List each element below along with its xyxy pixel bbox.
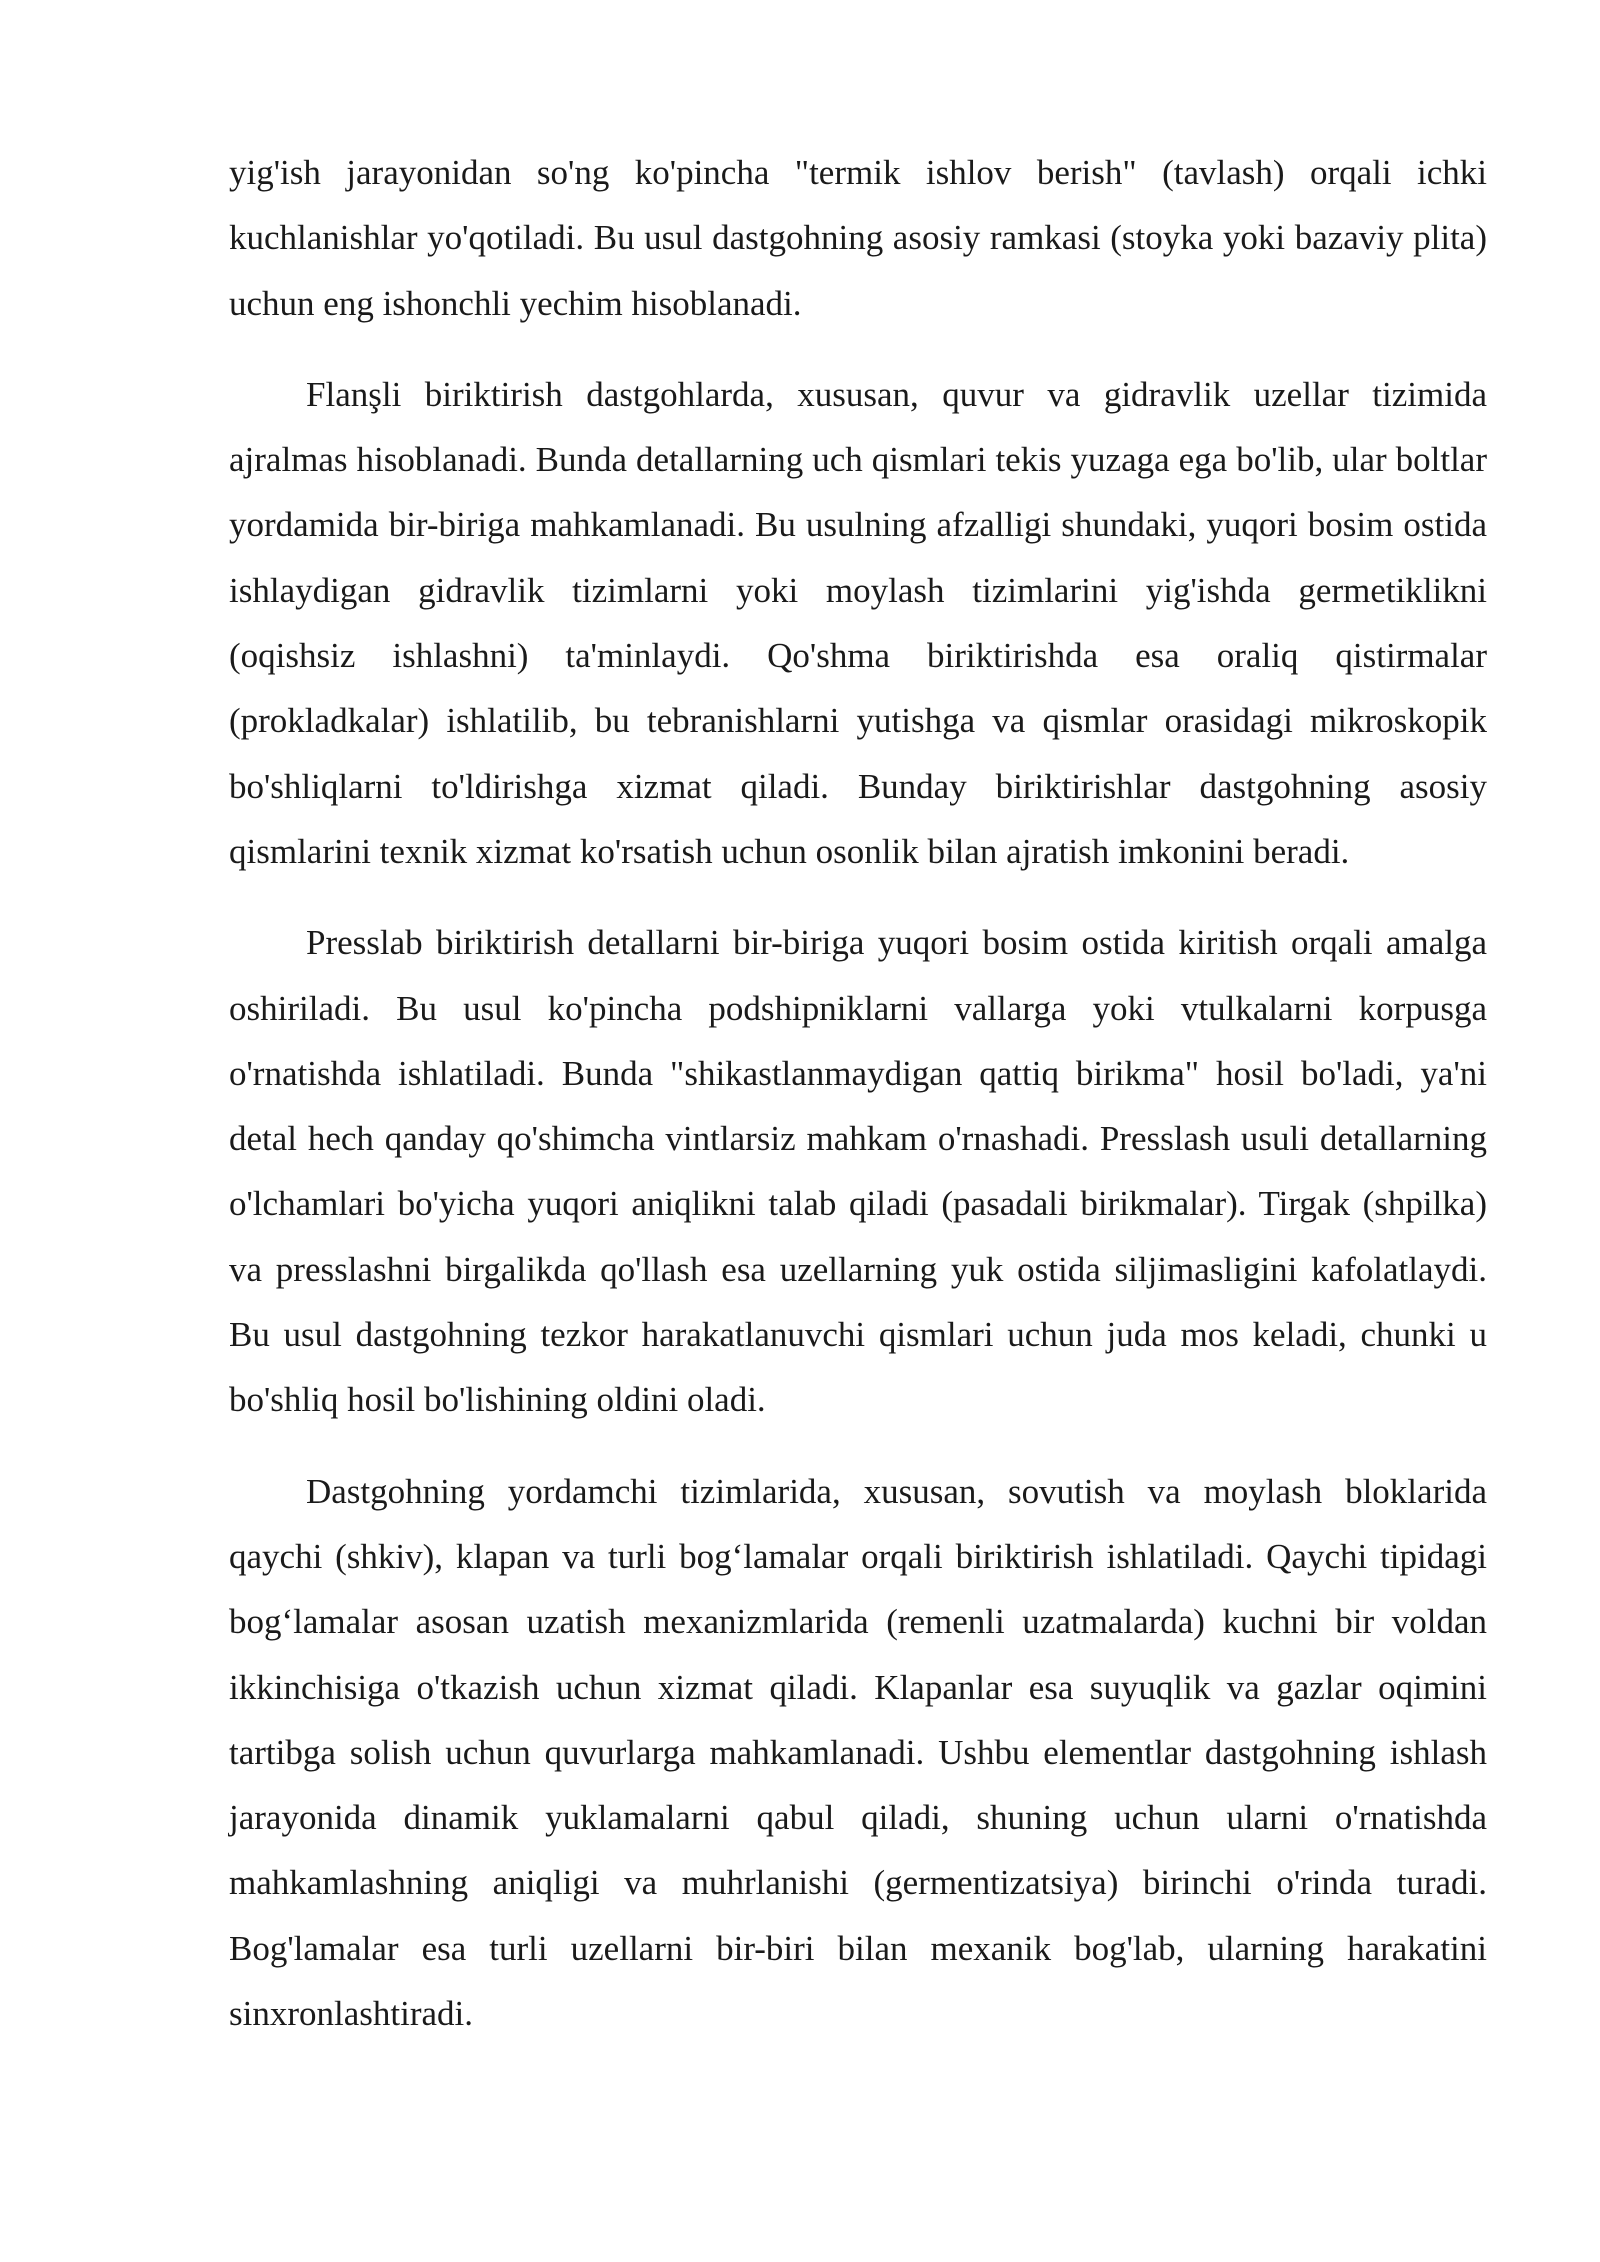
paragraph-press-fit: Presslab biriktirish detallarni bir-biriga yuqori bosim ostida kiritish orqali amalga oshiriladi. Bu usul ko'pincha podshipniklarni vallarga yoki vtulkalarni korpusga o'rnatishda ishlatiladi. Bunda "shikastlanmaydigan qattiq birikma" hosil bo'ladi, ya'ni detal hech qanday qo'shimcha vintlarsiz mahkam o'rnashadi. Presslash usuli detallarning o'lchamlari bo'yicha yuqori aniqlikni talab qiladi (pasadali birikmalar). Tirgak (shpilka) va presslashni birgalikda qo'llash esa uzellarning yuk ostida siljimasligini kafolatlaydi. Bu usul dastgohning tezkor harakatlanuvchi qismlari uchun juda mos keladi, chunki u bo'shliq hosil bo'lishining oldini oladi. (229, 923, 1487, 1420)
paragraph-auxiliary-systems: Dastgohning yordamchi tizimlarida, xususan, sovutish va moylash bloklarida qaychi (shkiv), klapan va turli bog‘lamalar orqali biriktirish ishlatiladi. Qaychi tipidagi bog‘lamalar asosan uzatish mexanizmlarida (remenli uzatmalarda) kuchni bir voldan ikkinchisiga o'tkazish uchun xizmat qiladi. Klapanlar esa suyuqlik va gazlar oqimini tartibga solish uchun quvurlarga mahkamlanadi. Ushbu elementlar dastgohning ishlash jarayonida dinamik yuklamalarni qabul qiladi, shuning uchun ularni o'rnatishda mahkamlashning aniqligi va muhrlanishi (germentizatsiya) birinchi o'rinda turadi. Bog'lamalar esa turli uzellarni bir-biri bilan mexanik bog'lab, ularning harakatini sinxronlashtiradi. (229, 1471, 1487, 2034)
paragraph-flange-joint: Flanşli biriktirish dastgohlarda, xususan, quvur va gidravlik uzellar tizimida ajralmas hisoblanadi. Bunda detallarning uch qismlari tekis yuzaga ega bo'lib, ular boltlar yordamida bir-biriga mahkamlanadi. Bu usulning afzalligi shundaki, yuqori bosim ostida ishlaydigan gidravlik tizimlarni yoki moylash tizimlarini yig'ishda germetiklikni (oqishsiz ishlashni) ta'minlaydi. Qo'shma biriktirishda esa oraliq qistirmalar (prokladkalar) ishlatilib, bu tebranishlarni yutishga va qismlar orasidagi mikroskopik bo'shliqlarni to'ldirishga xizmat qiladi. Bunday biriktirishlar dastgohning asosiy qismlarini texnik xizmat ko'rsatish uchun osonlik bilan ajratish imkonini beradi. (229, 374, 1487, 871)
document-page (229, 140, 1487, 2072)
paragraph-continuation: yig'ish jarayonidan so'ng ko'pincha "termik ishlov berish" (tavlash) orqali ichki kuchlanishlar yo'qotiladi. Bu usul dastgohning asosiy ramkasi (stoyka yoki bazaviy plita) uchun eng ishonchli yechim hisoblanadi. (229, 153, 1487, 323)
